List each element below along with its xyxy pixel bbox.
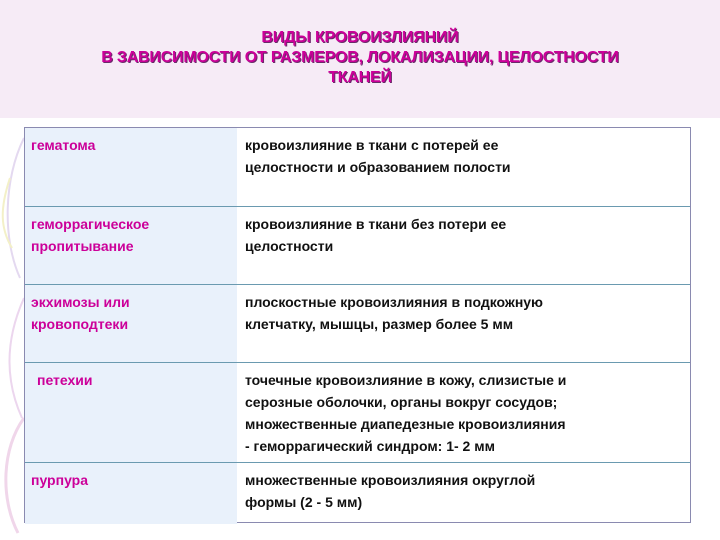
term-text: геморрагическое [31, 215, 150, 232]
term-text: петехии [37, 371, 93, 388]
description-line: кровоизлияние в ткани без потери ее [245, 215, 507, 232]
term-cell [25, 362, 237, 462]
table-row [25, 128, 690, 206]
term-cell [25, 128, 237, 206]
description-line: целостности [245, 237, 334, 254]
term-text: кровоподтеки [31, 315, 129, 332]
description-cell [237, 284, 690, 362]
description-line: плоскостные кровоизлияния в подкожную [245, 293, 544, 310]
table-row [25, 362, 690, 462]
term-text: экхимозы или [31, 293, 130, 310]
description-line: кровоизлияние в ткани с потерей ее [245, 137, 499, 153]
description-cell [237, 128, 690, 206]
decorative-swirl [0, 118, 24, 540]
description-cell [237, 462, 690, 524]
description-line: целостности и образованием полости [245, 159, 511, 175]
term-text: пурпура [31, 471, 89, 488]
description-line: клетчатку, мышцы, размер более 5 мм [245, 315, 514, 332]
term-text: пропитывание [31, 237, 134, 254]
hemorrhage-types-table [24, 127, 691, 523]
term-cell [25, 206, 237, 284]
description-cell [237, 206, 690, 284]
page-title [0, 28, 720, 88]
title-line-1: ВИДЫ КРОВОИЗЛИЯНИЙ [261, 29, 459, 46]
description-line: - геморрагический синдром: 1- 2 мм [245, 437, 495, 454]
description-line: точечные кровоизлияние в кожу, слизистые и [245, 371, 567, 388]
table-row [25, 284, 690, 362]
description-line: множественные кровоизлияния округлой [245, 471, 536, 488]
description-line: формы (2 - 5 мм) [245, 493, 363, 510]
table-row [25, 462, 690, 524]
title-line-3: ТКАНЕЙ [328, 69, 392, 86]
table-row [25, 206, 690, 284]
term-cell [25, 462, 237, 524]
description-line: серозные оболочки, органы вокруг сосудов; [245, 393, 558, 410]
term-text: гематома [31, 137, 96, 153]
description-cell [237, 362, 690, 462]
term-cell [25, 284, 237, 362]
description-line: множественные диапедезные кровоизлияния [245, 415, 566, 432]
title-line-2: В ЗАВИСИМОСТИ ОТ РАЗМЕРОВ, ЛОКАЛИЗАЦИИ, ЦЕЛОСТНОСТИ [101, 49, 619, 66]
